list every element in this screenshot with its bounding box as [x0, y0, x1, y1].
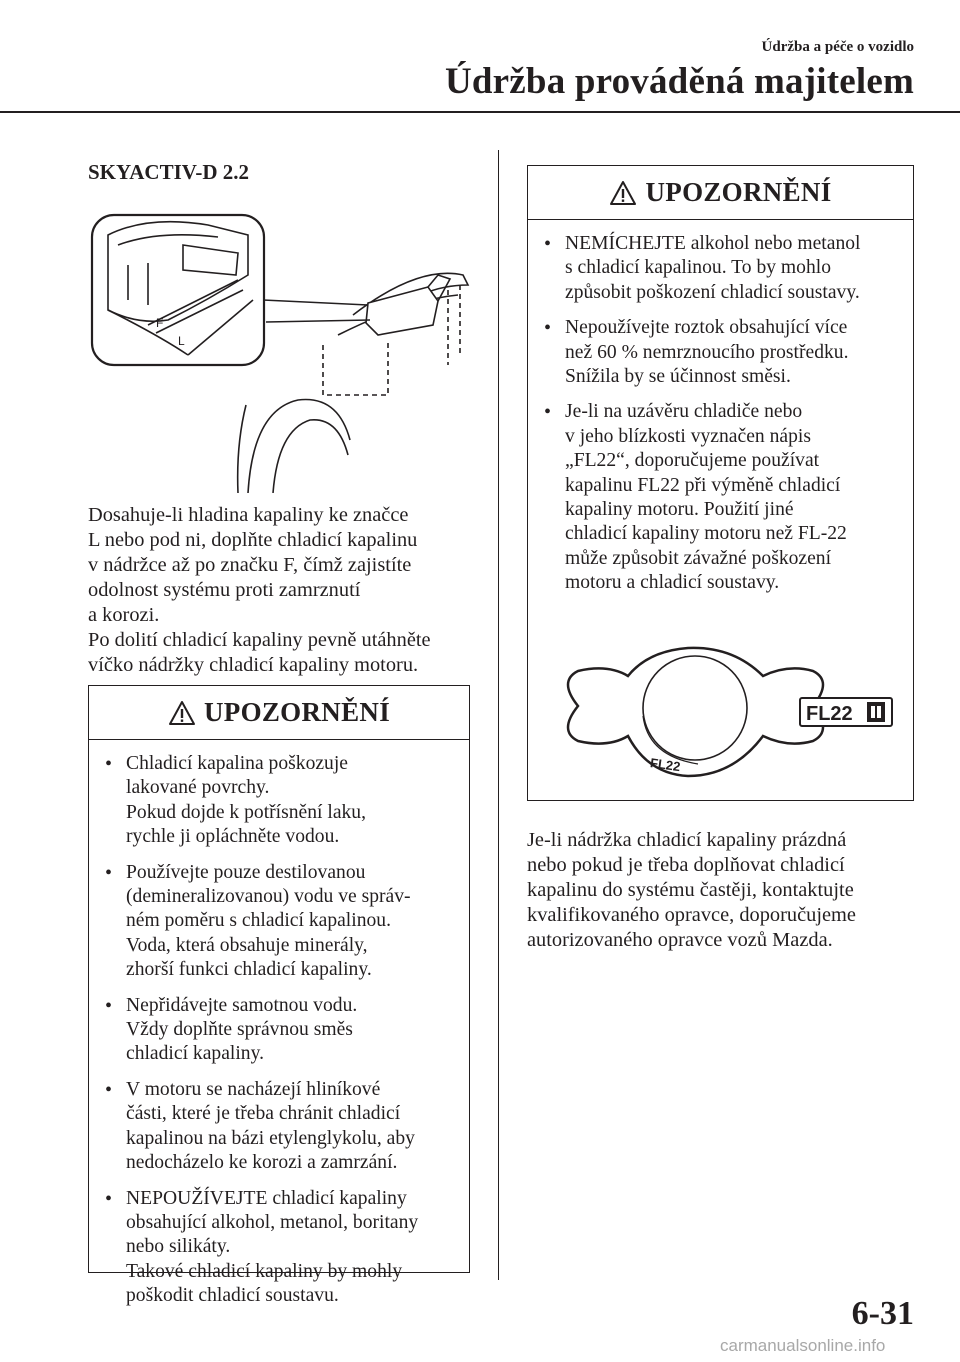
column-divider	[498, 150, 499, 1280]
warning-box-right	[527, 165, 914, 801]
warning-box-left	[88, 685, 470, 1307]
section-title: SKYACTIV-D 2.2	[88, 160, 250, 184]
low-mark-label: L	[178, 334, 185, 348]
warning-item: • Chladicí kapalina poškozuje lakované povrchy. Pokud dojde k potřísnění laku, rychle ji opláchněte vodou.	[105, 752, 459, 850]
warning-list	[89, 740, 469, 1309]
warning-item: • Používejte pouze destilovanou (demineralizovanou) vodu ve správ- ném poměru s chladicí kapalinou. Voda, která obsahuje minerály, zhorší funkci chladicí kapaliny.	[105, 861, 459, 983]
page-number: 6-31	[851, 1295, 914, 1332]
service-advice: Je-li nádržka chladicí kapaliny prázdná nebo pokud je třeba doplňovat chladicí kapalinu do systému častěji, kontaktujte kvalifikovaného opravce, doporučujeme autorizovaného opravce vozů Mazda.	[527, 829, 856, 951]
warning-item: • Je-li na uzávěru chladiče nebo v jeho blízkosti vyznačen nápis „FL22“, doporučujeme používat kapalinu FL22 při výměně chladicí kapaliny motoru. Použití jiné chladicí kapaliny motoru než FL-22 může způsobit závažné poškození motoru a chladicí soustavy.	[544, 400, 903, 595]
header-chapter: Údržba a péče o vozidlo	[761, 39, 914, 55]
header-title: Údržba prováděná majitelem	[444, 61, 914, 102]
warning-item: • NEMÍCHEJTE alkohol nebo metanol s chladicí kapalinou. To by mohlo způsobit poškození chladicí soustavy.	[544, 232, 903, 305]
refill-instructions: Dosahuje-li hladina kapaliny ke značce L nebo pod ni, doplňte chladicí kapalinu v nádržce až po značku F, čímž zajistíte odolnost systému proti zamrznutí a korozi. Po dolití chladicí kapaliny pevně utáhněte víčko nádržky chladicí kapaliny motoru.	[88, 504, 431, 676]
warning-triangle-icon	[168, 700, 196, 726]
warning-item: • V motoru se nacházejí hliníkové části, které je třeba chránit chladicí kapalinou na bázi etylenglykolu, aby nedocházelo ke korozi a zamrzání.	[105, 1078, 459, 1176]
header-rule	[0, 111, 960, 113]
warning-item: • Nepřidávejte samotnou vodu. Vždy doplňte správnou směs chladicí kapaliny.	[105, 994, 459, 1067]
coolant-reservoir-illustration	[88, 205, 475, 493]
warning-list	[528, 220, 913, 596]
warning-header	[528, 166, 913, 220]
warning-title: UPOZORNĚNÍ	[645, 177, 832, 207]
radiator-cap-illustration	[538, 636, 903, 786]
warning-header	[89, 686, 469, 740]
warning-item: • NEPOUŽÍVEJTE chladicí kapaliny obsahující alkohol, metanol, boritany nebo silikáty. Takové chladicí kapaliny by mohly poškodit chladicí soustavu.	[105, 1187, 459, 1309]
warning-item: • Nepoužívejte roztok obsahující více než 60 % nemrznoucího prostředku. Snížila by se účinnost směsi.	[544, 316, 903, 389]
footer-watermark: carmanualsonline.info	[720, 1336, 886, 1355]
warning-triangle-icon	[609, 180, 637, 206]
cap-marking: FL22	[649, 755, 682, 775]
fl22-label-text: FL22	[806, 703, 853, 725]
warning-title: UPOZORNĚNÍ	[203, 697, 390, 727]
full-mark-label: F	[156, 316, 164, 330]
